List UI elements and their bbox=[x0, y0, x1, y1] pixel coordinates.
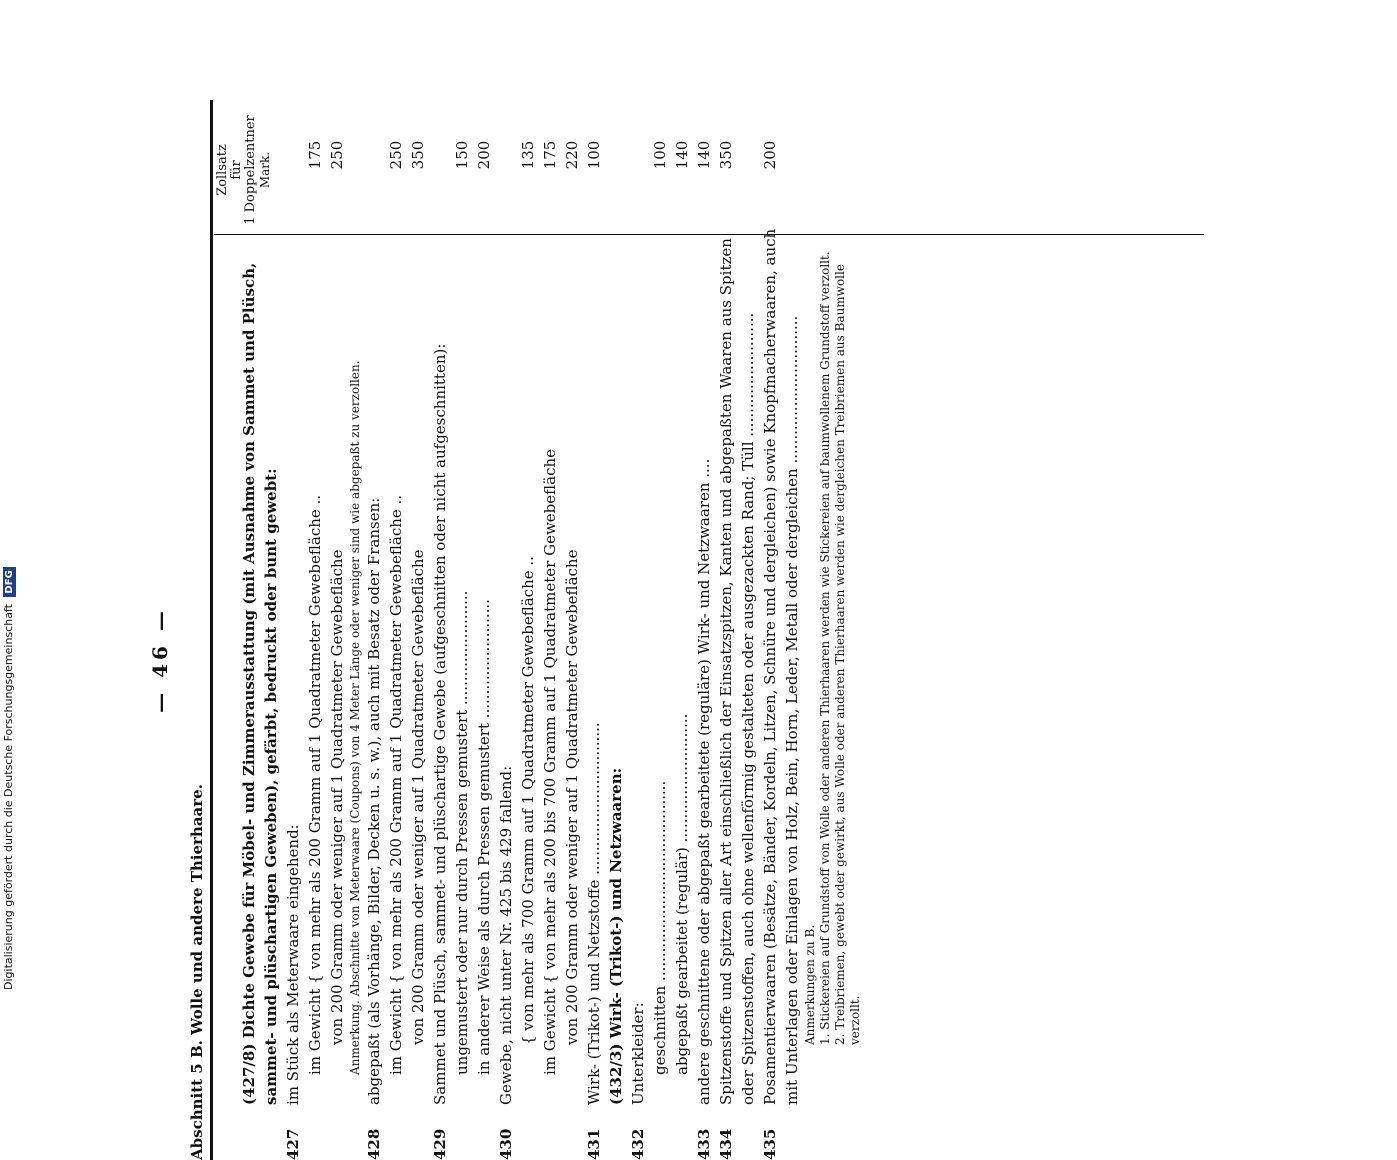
tariff-description: abgepaßt gearbeitet (regulär) ........................... bbox=[673, 713, 691, 1075]
tariff-description: { von mehr als 700 Gramm auf 1 Quadratmeter Gewebefläche .. bbox=[519, 556, 537, 1045]
tariff-number: 431 bbox=[585, 1128, 603, 1160]
running-header: Abschnitt 5 B. Wolle und andere Thierhaare. bbox=[188, 784, 206, 1160]
tariff-row bbox=[539, 100, 561, 1160]
tariff-description: (427/8) Dichte Gewebe für Möbel- und Zimmerausstattung (mit Ausnahme von Sammet und Plüsch, sammet- und plüschartigen Geweben), gefärbt, bedruckt oder bunt gewebt: bbox=[240, 262, 280, 1105]
tariff-description: im Gewicht { von mehr als 200 Gramm auf 1 Quadratmeter Gewebefläche .. bbox=[387, 494, 405, 1075]
tariff-rate: 175 bbox=[306, 140, 324, 170]
tariff-rate: 220 bbox=[563, 140, 581, 170]
tariff-row bbox=[282, 100, 304, 1160]
tariff-description: abgepaßt (als Vorhänge, Bilder, Decken u. s. w.), auch mit Besatz oder Fransen: bbox=[365, 497, 383, 1105]
document-page bbox=[148, 100, 1218, 1160]
tariff-number: 433 bbox=[695, 1128, 713, 1160]
column-heading-line: Mark. bbox=[258, 151, 272, 189]
tariff-description: von 200 Gramm oder weniger auf 1 Quadratmeter Gewebefläche bbox=[563, 549, 581, 1045]
tariff-number: 430 bbox=[497, 1128, 515, 1160]
header-rule bbox=[210, 100, 213, 1160]
tariff-rate: 140 bbox=[673, 140, 691, 170]
tariff-number: 428 bbox=[365, 1128, 383, 1160]
tariff-row bbox=[348, 100, 363, 1160]
tariff-description: von 200 Gramm oder weniger auf 1 Quadratmeter Gewebefläche bbox=[409, 549, 427, 1045]
tariff-description: im Stück als Meterwaare eingehend: bbox=[284, 824, 302, 1105]
tariff-description: von 200 Gramm oder weniger auf 1 Quadratmeter Gewebefläche bbox=[328, 549, 346, 1045]
column-heading-line: für bbox=[229, 160, 244, 180]
tariff-number: 432 bbox=[629, 1128, 647, 1160]
tariff-rate: 200 bbox=[475, 140, 493, 170]
tariff-number: 434 bbox=[717, 1128, 735, 1160]
tariff-row bbox=[583, 100, 605, 1160]
tariff-rate: 250 bbox=[387, 140, 405, 170]
tariff-row bbox=[671, 100, 693, 1160]
tariff-row bbox=[473, 100, 495, 1160]
tariff-row bbox=[818, 100, 833, 1160]
tariff-description: im Gewicht { von mehr als 200 bis 700 Gramm auf 1 Quadratmeter Gewebefläche bbox=[541, 448, 559, 1075]
tariff-number: 427 bbox=[284, 1128, 302, 1160]
tariff-rate: 350 bbox=[717, 140, 735, 170]
tariff-number: 429 bbox=[431, 1128, 449, 1160]
tariff-row bbox=[803, 100, 818, 1160]
tariff-rate: 350 bbox=[409, 140, 427, 170]
tariff-row bbox=[326, 100, 348, 1160]
tariff-description: 2. Treibriemen, gewebt oder gewirkt, aus Wolle oder anderen Thierhaaren werden wie dergleichen Treibriemen aus Baumwolle verzollt. bbox=[833, 264, 862, 1045]
tariff-description: 1. Stickereien auf Grundstoff von Wolle oder anderen Thierhaaren werden wie Stickereien auf baumwollenem Grundstoff verzollt. bbox=[818, 251, 832, 1045]
tariff-entries bbox=[238, 100, 863, 1160]
tariff-description: Anmerkungen zu B. bbox=[803, 924, 817, 1045]
rotated-page bbox=[148, 60, 1218, 1160]
tariff-description: (432/3) Wirk- (Trikot-) und Netzwaaren: bbox=[607, 767, 625, 1105]
tariff-description: im Gewicht { von mehr als 200 Gramm auf 1 Quadratmeter Gewebefläche .. bbox=[306, 494, 324, 1075]
tariff-description: Wirk- (Trikot-) und Netzstoffe ................................ bbox=[585, 722, 603, 1105]
dfg-logo: DFG bbox=[3, 567, 16, 596]
tariff-row bbox=[833, 100, 863, 1160]
tariff-description: Spitzenstoffe und Spitzen aller Art einschließlich der Einsatzspitzen, Kanten und abgepaßten Waaren aus Spitzen oder Spitzenstoffen, auch ohne wellenförmig gestalteten oder ausgezackten Rand; Tüll .......................... bbox=[717, 238, 757, 1105]
tariff-row bbox=[407, 100, 429, 1160]
tariff-row bbox=[561, 100, 583, 1160]
tariff-row bbox=[517, 100, 539, 1160]
tariff-description: in anderer Weise als durch Pressen gemustert ......................... bbox=[475, 599, 493, 1075]
tariff-row bbox=[238, 100, 282, 1160]
tariff-row bbox=[429, 100, 451, 1160]
tariff-row bbox=[693, 100, 715, 1160]
tariff-row bbox=[495, 100, 517, 1160]
tariff-description: ungemustert oder nur durch Pressen gemustert ........................ bbox=[453, 590, 471, 1075]
tariff-row bbox=[385, 100, 407, 1160]
tariff-description: Anmerkung. Abschnitte von Meterwaare (Coupons) von 4 Meter Länge oder weniger sind wie abgepaßt zu verzollen. bbox=[348, 360, 362, 1075]
tariff-row bbox=[363, 100, 385, 1160]
tariff-rate: 250 bbox=[328, 140, 346, 170]
column-heading-line: Zollsatz bbox=[215, 144, 230, 196]
tariff-row bbox=[605, 100, 627, 1160]
tariff-rate: 135 bbox=[519, 140, 537, 170]
tariff-rate: 100 bbox=[651, 140, 669, 170]
tariff-description: Gewebe, nicht unter Nr. 425 bis 429 fallend: bbox=[497, 765, 515, 1105]
tariff-description: Posamentierwaaren (Besätze, Bänder, Kordeln, Litzen, Schnüre und dergleichen) sowie Knopfmacherwaaren, auch mit Unterlagen oder Einlagen von Holz, Bein, Horn, Leder, Metall oder dergleichen ............................... bbox=[761, 228, 801, 1105]
tariff-rate: 150 bbox=[453, 140, 471, 170]
tariff-row bbox=[304, 100, 326, 1160]
tariff-description: geschnitten .......................................... bbox=[651, 780, 669, 1075]
tariff-description: andere geschnittene oder abgepaßt gearbeitete (reguläre) Wirk- und Netzwaaren .... bbox=[695, 458, 713, 1105]
tariff-row bbox=[759, 100, 803, 1160]
tariff-rate: 100 bbox=[585, 140, 603, 170]
digitization-credit bbox=[2, 567, 16, 990]
tariff-row bbox=[627, 100, 649, 1160]
tariff-description: Sammet und Plüsch, sammet- und plüschartige Gewebe (aufgeschnitten oder nicht aufgeschnitten): bbox=[431, 343, 449, 1105]
tariff-row bbox=[649, 100, 671, 1160]
page-number: — 46 — bbox=[148, 607, 172, 713]
tariff-rate: 200 bbox=[761, 140, 779, 170]
credit-text: Digitalisierung gefördert durch die Deutsche Forschungsgemeinschaft bbox=[2, 604, 15, 990]
tariff-description: Unterkleider: bbox=[629, 1002, 647, 1105]
tariff-rate: 175 bbox=[541, 140, 559, 170]
tariff-number: 435 bbox=[761, 1128, 779, 1160]
tariff-rate: 140 bbox=[695, 140, 713, 170]
tariff-row bbox=[451, 100, 473, 1160]
column-heading-line: 1 Doppelzentner bbox=[243, 115, 258, 225]
tariff-row bbox=[715, 100, 759, 1160]
